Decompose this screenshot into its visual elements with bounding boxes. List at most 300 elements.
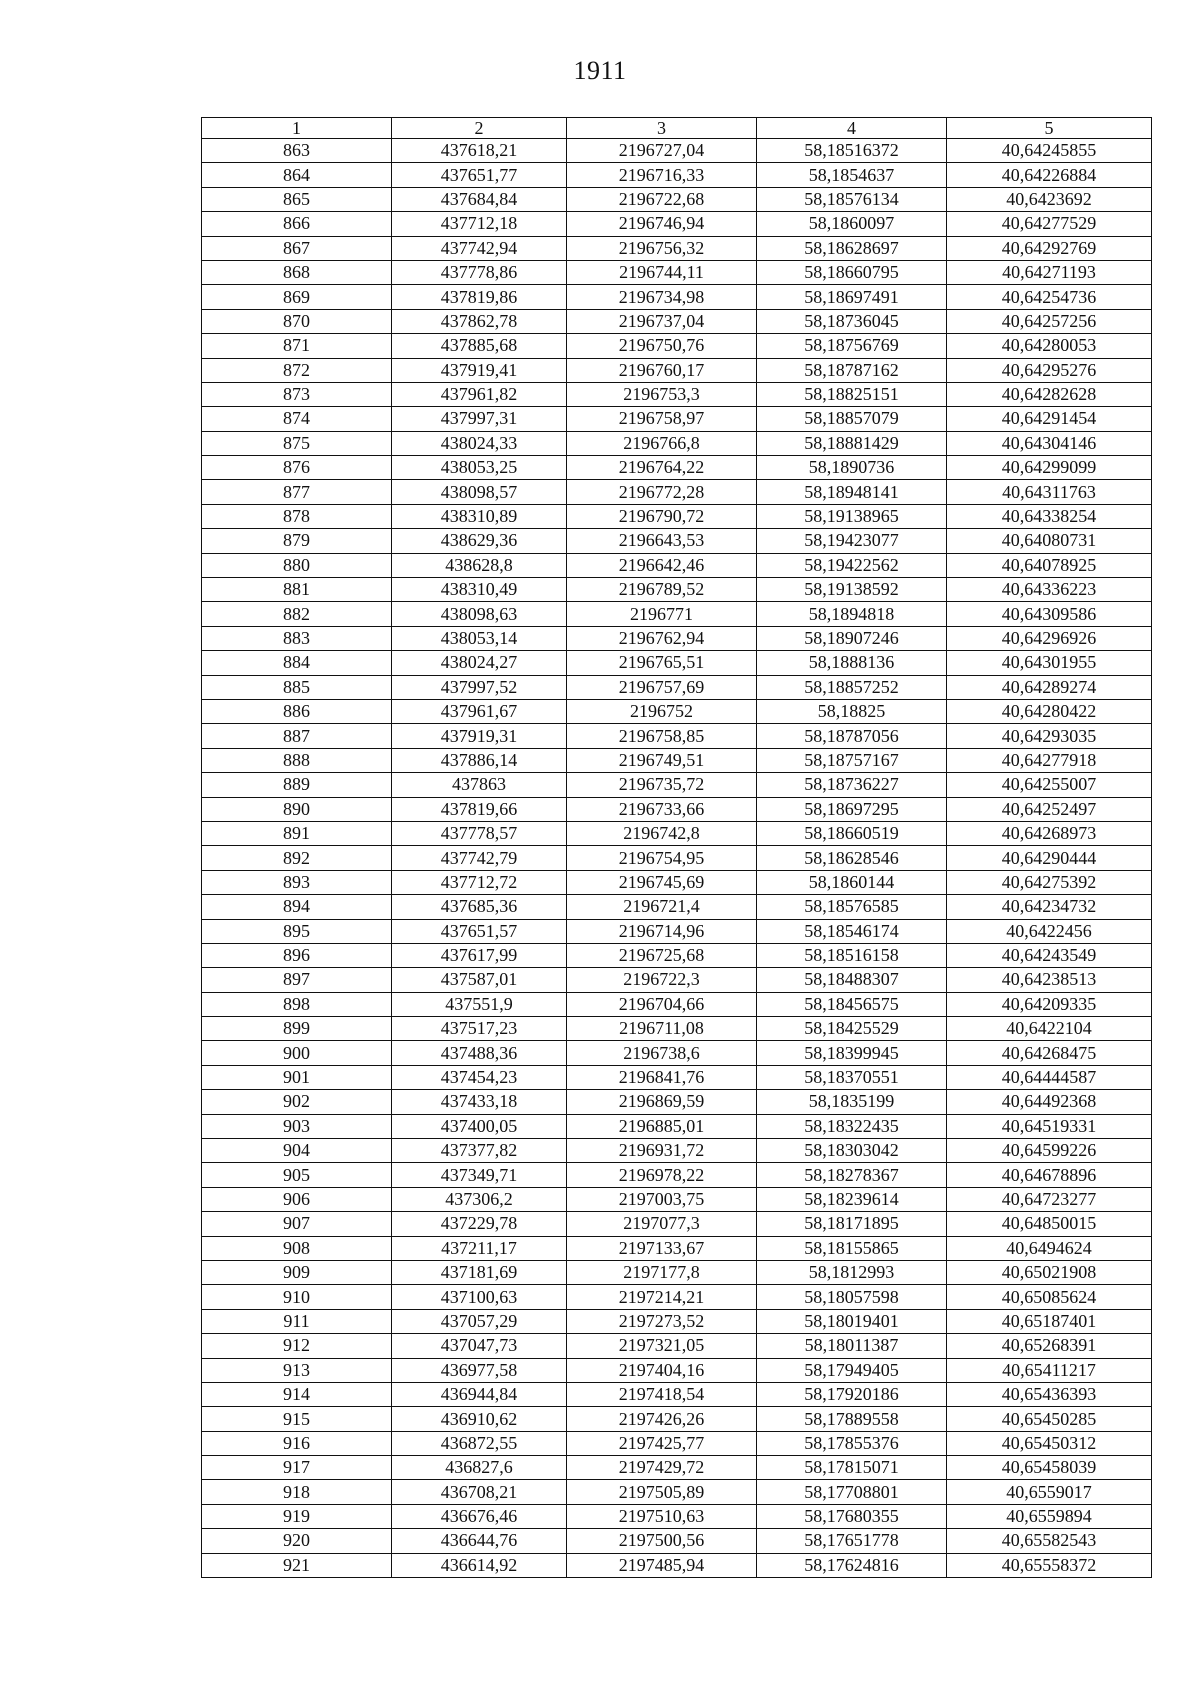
- table-body: [202, 139, 1152, 1578]
- table-cell-col-4: 58,17651778: [757, 1529, 947, 1553]
- table-cell-col-3: 2196754,95: [567, 846, 757, 870]
- table-cell-col-2: 437488,36: [392, 1041, 567, 1065]
- table-row: [202, 1187, 1152, 1211]
- table-cell-col-5: 40,64336223: [947, 578, 1152, 602]
- table-cell-col-2: 437349,71: [392, 1163, 567, 1187]
- table-cell-col-4: 58,19138592: [757, 578, 947, 602]
- table-cell-col-3: 2197485,94: [567, 1553, 757, 1577]
- table-cell-col-2: 437919,41: [392, 358, 567, 382]
- table-cell-col-4: 58,18907246: [757, 626, 947, 650]
- table-cell-col-2: 437961,82: [392, 382, 567, 406]
- table-cell-col-1: 871: [202, 334, 392, 358]
- table-cell-col-4: 58,18576585: [757, 895, 947, 919]
- table-row: [202, 456, 1152, 480]
- table-cell-col-2: 437047,73: [392, 1334, 567, 1358]
- table-row: [202, 1236, 1152, 1260]
- table-cell-col-1: 897: [202, 968, 392, 992]
- table-cell-col-4: 58,1860144: [757, 870, 947, 894]
- table-cell-col-3: 2196746,94: [567, 212, 757, 236]
- table-cell-col-4: 58,18399945: [757, 1041, 947, 1065]
- header-row: [202, 118, 1152, 139]
- table-cell-col-2: 437377,82: [392, 1139, 567, 1163]
- table-cell-col-4: 58,18857079: [757, 407, 947, 431]
- table-row: [202, 1260, 1152, 1284]
- table-cell-col-4: 58,18756769: [757, 334, 947, 358]
- table-cell-col-4: 58,18697295: [757, 797, 947, 821]
- table-cell-col-3: 2196790,72: [567, 504, 757, 528]
- table-cell-col-5: 40,64275392: [947, 870, 1152, 894]
- table-cell-col-5: 40,64290444: [947, 846, 1152, 870]
- table-row: [202, 187, 1152, 211]
- table-cell-col-2: 438024,27: [392, 651, 567, 675]
- table-row: [202, 1017, 1152, 1041]
- table-row: [202, 1504, 1152, 1528]
- table-cell-col-5: 40,64080731: [947, 529, 1152, 553]
- table-cell-col-3: 2196758,97: [567, 407, 757, 431]
- table-cell-col-1: 886: [202, 699, 392, 723]
- table-cell-col-2: 437712,72: [392, 870, 567, 894]
- table-cell-col-1: 918: [202, 1480, 392, 1504]
- table-cell-col-2: 436977,58: [392, 1358, 567, 1382]
- table-cell-col-5: 40,65436393: [947, 1382, 1152, 1406]
- table-row: [202, 895, 1152, 919]
- table-cell-col-5: 40,64238513: [947, 968, 1152, 992]
- table-cell-col-5: 40,64277529: [947, 212, 1152, 236]
- table-cell-col-1: 870: [202, 309, 392, 333]
- table-cell-col-1: 867: [202, 236, 392, 260]
- table-cell-col-1: 872: [202, 358, 392, 382]
- table-cell-col-3: 2196750,76: [567, 334, 757, 358]
- table-row: [202, 919, 1152, 943]
- table-cell-col-1: 865: [202, 187, 392, 211]
- table-cell-col-5: 40,64338254: [947, 504, 1152, 528]
- table-cell-col-3: 2196931,72: [567, 1139, 757, 1163]
- table-cell-col-3: 2197418,54: [567, 1382, 757, 1406]
- table-cell-col-3: 2197133,67: [567, 1236, 757, 1260]
- table-row: [202, 407, 1152, 431]
- table-cell-col-4: 58,1854637: [757, 163, 947, 187]
- table-cell-col-3: 2197505,89: [567, 1480, 757, 1504]
- table-row: [202, 675, 1152, 699]
- table-cell-col-3: 2196762,94: [567, 626, 757, 650]
- table-cell-col-5: 40,64226884: [947, 163, 1152, 187]
- table-cell-col-3: 2196789,52: [567, 578, 757, 602]
- table-cell-col-3: 2197273,52: [567, 1309, 757, 1333]
- table-cell-col-4: 58,18576134: [757, 187, 947, 211]
- table-row: [202, 578, 1152, 602]
- table-cell-col-4: 58,17708801: [757, 1480, 947, 1504]
- table-cell-col-5: 40,64289274: [947, 675, 1152, 699]
- table-row: [202, 1553, 1152, 1577]
- table-row: [202, 1285, 1152, 1309]
- table-cell-col-4: 58,18057598: [757, 1285, 947, 1309]
- table-row: [202, 1139, 1152, 1163]
- table-cell-col-2: 437961,67: [392, 699, 567, 723]
- table-row: [202, 1090, 1152, 1114]
- table-cell-col-5: 40,64301955: [947, 651, 1152, 675]
- table-cell-col-2: 436644,76: [392, 1529, 567, 1553]
- table-cell-col-3: 2197429,72: [567, 1456, 757, 1480]
- table-cell-col-2: 437862,78: [392, 309, 567, 333]
- table-cell-col-2: 437057,29: [392, 1309, 567, 1333]
- table-cell-col-3: 2196745,69: [567, 870, 757, 894]
- table-row: [202, 1041, 1152, 1065]
- table-cell-col-2: 438628,8: [392, 553, 567, 577]
- table-cell-col-4: 58,1860097: [757, 212, 947, 236]
- table-cell-col-3: 2196733,66: [567, 797, 757, 821]
- table-cell-col-4: 58,18171895: [757, 1212, 947, 1236]
- table-cell-col-5: 40,64444587: [947, 1065, 1152, 1089]
- table-cell-col-2: 438310,49: [392, 578, 567, 602]
- table-cell-col-5: 40,64234732: [947, 895, 1152, 919]
- table-cell-col-5: 40,6422104: [947, 1017, 1152, 1041]
- table-cell-col-1: 888: [202, 748, 392, 772]
- table-cell-col-4: 58,19138965: [757, 504, 947, 528]
- table-cell-col-4: 58,18019401: [757, 1309, 947, 1333]
- table-cell-col-4: 58,18660795: [757, 260, 947, 284]
- table-row: [202, 358, 1152, 382]
- table-cell-col-3: 2196869,59: [567, 1090, 757, 1114]
- table-cell-col-2: 437885,68: [392, 334, 567, 358]
- table-cell-col-3: 2196771: [567, 602, 757, 626]
- table-cell-col-4: 58,17949405: [757, 1358, 947, 1382]
- table-cell-col-4: 58,1894818: [757, 602, 947, 626]
- table-cell-col-4: 58,19423077: [757, 529, 947, 553]
- table-cell-col-4: 58,18948141: [757, 480, 947, 504]
- table-cell-col-1: 875: [202, 431, 392, 455]
- table-cell-col-5: 40,64268973: [947, 821, 1152, 845]
- table-cell-col-4: 58,17889558: [757, 1407, 947, 1431]
- table-cell-col-2: 437517,23: [392, 1017, 567, 1041]
- column-header-2: 2: [392, 118, 567, 139]
- table-cell-col-5: 40,64293035: [947, 724, 1152, 748]
- table-cell-col-3: 2196749,51: [567, 748, 757, 772]
- table-row: [202, 846, 1152, 870]
- table-cell-col-3: 2197214,21: [567, 1285, 757, 1309]
- table-cell-col-2: 437886,14: [392, 748, 567, 772]
- table-cell-col-2: 437712,18: [392, 212, 567, 236]
- table-cell-col-3: 2196766,8: [567, 431, 757, 455]
- table-cell-col-4: 58,18787056: [757, 724, 947, 748]
- table-cell-col-3: 2196721,4: [567, 895, 757, 919]
- table-row: [202, 480, 1152, 504]
- table-cell-col-1: 902: [202, 1090, 392, 1114]
- table-row: [202, 504, 1152, 528]
- table-cell-col-1: 874: [202, 407, 392, 431]
- table-row: [202, 626, 1152, 650]
- table-cell-col-1: 883: [202, 626, 392, 650]
- table-cell-col-2: 437919,31: [392, 724, 567, 748]
- table-row: [202, 724, 1152, 748]
- table-cell-col-2: 438098,63: [392, 602, 567, 626]
- table-row: [202, 309, 1152, 333]
- table-cell-col-3: 2196772,28: [567, 480, 757, 504]
- table-cell-col-4: 58,1888136: [757, 651, 947, 675]
- table-row: [202, 748, 1152, 772]
- table-cell-col-5: 40,64268475: [947, 1041, 1152, 1065]
- table-cell-col-2: 436708,21: [392, 1480, 567, 1504]
- table-cell-col-1: 896: [202, 943, 392, 967]
- table-cell-col-3: 2196727,04: [567, 139, 757, 163]
- table-cell-col-5: 40,64292769: [947, 236, 1152, 260]
- table-cell-col-1: 864: [202, 163, 392, 187]
- table-cell-col-3: 2196765,51: [567, 651, 757, 675]
- table-cell-col-2: 437551,9: [392, 992, 567, 1016]
- table-cell-col-1: 863: [202, 139, 392, 163]
- table-cell-col-4: 58,18370551: [757, 1065, 947, 1089]
- table-row: [202, 163, 1152, 187]
- table-cell-col-5: 40,64280422: [947, 699, 1152, 723]
- table-cell-col-1: 914: [202, 1382, 392, 1406]
- table-cell-col-4: 58,18736045: [757, 309, 947, 333]
- table-cell-col-4: 58,18628546: [757, 846, 947, 870]
- table-cell-col-5: 40,64295276: [947, 358, 1152, 382]
- table-cell-col-5: 40,65187401: [947, 1309, 1152, 1333]
- table-cell-col-2: 437684,84: [392, 187, 567, 211]
- table-cell-col-5: 40,64243549: [947, 943, 1152, 967]
- table-cell-col-3: 2196642,46: [567, 553, 757, 577]
- table-cell-col-2: 438629,36: [392, 529, 567, 553]
- table-cell-col-3: 2196758,85: [567, 724, 757, 748]
- table-cell-col-5: 40,6423692: [947, 187, 1152, 211]
- table-cell-col-2: 437742,79: [392, 846, 567, 870]
- table-cell-col-5: 40,64723277: [947, 1187, 1152, 1211]
- table-cell-col-1: 900: [202, 1041, 392, 1065]
- table-cell-col-2: 437651,57: [392, 919, 567, 943]
- table-cell-col-3: 2196737,04: [567, 309, 757, 333]
- table-cell-col-2: 437454,23: [392, 1065, 567, 1089]
- table-cell-col-2: 437433,18: [392, 1090, 567, 1114]
- table-cell-col-2: 437306,2: [392, 1187, 567, 1211]
- table-cell-col-1: 913: [202, 1358, 392, 1382]
- table-cell-col-5: 40,64850015: [947, 1212, 1152, 1236]
- table-cell-col-4: 58,18155865: [757, 1236, 947, 1260]
- table-cell-col-4: 58,18757167: [757, 748, 947, 772]
- table-cell-col-3: 2196760,17: [567, 358, 757, 382]
- table-row: [202, 1382, 1152, 1406]
- table-cell-col-3: 2196757,69: [567, 675, 757, 699]
- table-cell-col-4: 58,18322435: [757, 1114, 947, 1138]
- table-cell-col-4: 58,18697491: [757, 285, 947, 309]
- table-cell-col-1: 898: [202, 992, 392, 1016]
- table-cell-col-2: 436827,6: [392, 1456, 567, 1480]
- table-cell-col-3: 2196885,01: [567, 1114, 757, 1138]
- table-cell-col-1: 873: [202, 382, 392, 406]
- table-cell-col-2: 437778,57: [392, 821, 567, 845]
- table-cell-col-1: 899: [202, 1017, 392, 1041]
- table-cell-col-5: 40,64599226: [947, 1139, 1152, 1163]
- table-cell-col-1: 904: [202, 1139, 392, 1163]
- column-header-3: 3: [567, 118, 757, 139]
- table-cell-col-1: 881: [202, 578, 392, 602]
- table-row: [202, 651, 1152, 675]
- table-row: [202, 1065, 1152, 1089]
- table-cell-col-4: 58,18278367: [757, 1163, 947, 1187]
- table-cell-col-4: 58,18825151: [757, 382, 947, 406]
- table-cell-col-1: 901: [202, 1065, 392, 1089]
- table-cell-col-4: 58,18011387: [757, 1334, 947, 1358]
- table-cell-col-5: 40,64252497: [947, 797, 1152, 821]
- table-cell-col-1: 916: [202, 1431, 392, 1455]
- table-cell-col-4: 58,17815071: [757, 1456, 947, 1480]
- table-cell-col-1: 878: [202, 504, 392, 528]
- table-cell-col-3: 2196978,22: [567, 1163, 757, 1187]
- table-row: [202, 968, 1152, 992]
- table-row: [202, 285, 1152, 309]
- table-cell-col-3: 2196722,68: [567, 187, 757, 211]
- table-row: [202, 1407, 1152, 1431]
- table-cell-col-1: 906: [202, 1187, 392, 1211]
- table-cell-col-1: 879: [202, 529, 392, 553]
- table-cell-col-1: 920: [202, 1529, 392, 1553]
- table-row: [202, 212, 1152, 236]
- table-cell-col-4: 58,18546174: [757, 919, 947, 943]
- column-header-4: 4: [757, 118, 947, 139]
- table-row: [202, 1114, 1152, 1138]
- table-cell-col-1: 869: [202, 285, 392, 309]
- table-cell-col-5: 40,64678896: [947, 1163, 1152, 1187]
- table-cell-col-3: 2196716,33: [567, 163, 757, 187]
- table-cell-col-4: 58,17855376: [757, 1431, 947, 1455]
- table-cell-col-3: 2197077,3: [567, 1212, 757, 1236]
- table-cell-col-3: 2196753,3: [567, 382, 757, 406]
- table-cell-col-3: 2196735,72: [567, 773, 757, 797]
- table-row: [202, 699, 1152, 723]
- table-cell-col-4: 58,18628697: [757, 236, 947, 260]
- table-row: [202, 260, 1152, 284]
- table-cell-col-4: 58,18660519: [757, 821, 947, 845]
- table-cell-col-2: 436910,62: [392, 1407, 567, 1431]
- table-cell-col-3: 2196738,6: [567, 1041, 757, 1065]
- table-row: [202, 1309, 1152, 1333]
- table-cell-col-2: 438053,14: [392, 626, 567, 650]
- table-cell-col-5: 40,65411217: [947, 1358, 1152, 1382]
- table-cell-col-5: 40,64296926: [947, 626, 1152, 650]
- table-cell-col-2: 437742,94: [392, 236, 567, 260]
- table-cell-col-1: 903: [202, 1114, 392, 1138]
- table-cell-col-1: 919: [202, 1504, 392, 1528]
- table-cell-col-5: 40,64311763: [947, 480, 1152, 504]
- table-cell-col-5: 40,64277918: [947, 748, 1152, 772]
- table-cell-col-3: 2196711,08: [567, 1017, 757, 1041]
- table-cell-col-1: 910: [202, 1285, 392, 1309]
- table-cell-col-3: 2197500,56: [567, 1529, 757, 1553]
- table-cell-col-1: 891: [202, 821, 392, 845]
- table-cell-col-1: 866: [202, 212, 392, 236]
- table-cell-col-5: 40,65021908: [947, 1260, 1152, 1284]
- table-cell-col-5: 40,64209335: [947, 992, 1152, 1016]
- column-header-1: 1: [202, 118, 392, 139]
- table-cell-col-3: 2197404,16: [567, 1358, 757, 1382]
- table-row: [202, 382, 1152, 406]
- table-cell-col-5: 40,64245855: [947, 139, 1152, 163]
- table-row: [202, 553, 1152, 577]
- table-row: [202, 1212, 1152, 1236]
- table-cell-col-1: 893: [202, 870, 392, 894]
- table-cell-col-2: 437997,52: [392, 675, 567, 699]
- table-cell-col-3: 2197510,63: [567, 1504, 757, 1528]
- table-cell-col-4: 58,18303042: [757, 1139, 947, 1163]
- table-cell-col-3: 2197426,26: [567, 1407, 757, 1431]
- table-cell-col-1: 884: [202, 651, 392, 675]
- table-cell-col-5: 40,64078925: [947, 553, 1152, 577]
- table-cell-col-5: 40,65582543: [947, 1529, 1152, 1553]
- table-row: [202, 1163, 1152, 1187]
- table-row: [202, 870, 1152, 894]
- table-cell-col-1: 889: [202, 773, 392, 797]
- table-cell-col-2: 438053,25: [392, 456, 567, 480]
- table-cell-col-4: 58,18516158: [757, 943, 947, 967]
- table-row: [202, 431, 1152, 455]
- table-cell-col-1: 877: [202, 480, 392, 504]
- page-number: 1911: [573, 56, 627, 85]
- table-cell-col-2: 436944,84: [392, 1382, 567, 1406]
- table-row: [202, 773, 1152, 797]
- table-cell-col-4: 58,17624816: [757, 1553, 947, 1577]
- table-cell-col-4: 58,19422562: [757, 553, 947, 577]
- table-cell-col-1: 895: [202, 919, 392, 943]
- table-cell-col-5: 40,64254736: [947, 285, 1152, 309]
- table-cell-col-5: 40,64257256: [947, 309, 1152, 333]
- table-cell-col-5: 40,6422456: [947, 919, 1152, 943]
- table-cell-col-2: 437651,77: [392, 163, 567, 187]
- table-cell-col-4: 58,1890736: [757, 456, 947, 480]
- column-header-5: 5: [947, 118, 1152, 139]
- table-cell-col-2: 437100,63: [392, 1285, 567, 1309]
- table-row: [202, 797, 1152, 821]
- table-cell-col-5: 40,64271193: [947, 260, 1152, 284]
- table-cell-col-1: 882: [202, 602, 392, 626]
- table-cell-col-2: 437997,31: [392, 407, 567, 431]
- table-cell-col-3: 2196764,22: [567, 456, 757, 480]
- table-cell-col-5: 40,65450312: [947, 1431, 1152, 1455]
- table-cell-col-2: 437819,86: [392, 285, 567, 309]
- table-cell-col-1: 890: [202, 797, 392, 821]
- table-cell-col-2: 437400,05: [392, 1114, 567, 1138]
- table-cell-col-2: 436614,92: [392, 1553, 567, 1577]
- table-cell-col-1: 917: [202, 1456, 392, 1480]
- table-cell-col-1: 894: [202, 895, 392, 919]
- table-cell-col-5: 40,64299099: [947, 456, 1152, 480]
- table-cell-col-3: 2197003,75: [567, 1187, 757, 1211]
- table-cell-col-4: 58,18825: [757, 699, 947, 723]
- table-row: [202, 821, 1152, 845]
- table-cell-col-3: 2196841,76: [567, 1065, 757, 1089]
- table-cell-col-2: 437587,01: [392, 968, 567, 992]
- table-cell-col-2: 437819,66: [392, 797, 567, 821]
- table-cell-col-2: 437685,36: [392, 895, 567, 919]
- table-cell-col-2: 438310,89: [392, 504, 567, 528]
- table-cell-col-5: 40,65458039: [947, 1456, 1152, 1480]
- table-cell-col-1: 909: [202, 1260, 392, 1284]
- table-cell-col-1: 905: [202, 1163, 392, 1187]
- table-cell-col-4: 58,18881429: [757, 431, 947, 455]
- table-cell-col-5: 40,64280053: [947, 334, 1152, 358]
- table-cell-col-1: 911: [202, 1309, 392, 1333]
- table-cell-col-4: 58,1835199: [757, 1090, 947, 1114]
- table-cell-col-5: 40,64291454: [947, 407, 1152, 431]
- table-row: [202, 139, 1152, 163]
- table-cell-col-2: 437181,69: [392, 1260, 567, 1284]
- table-cell-col-5: 40,65558372: [947, 1553, 1152, 1577]
- table-cell-col-1: 876: [202, 456, 392, 480]
- table-cell-col-3: 2197425,77: [567, 1431, 757, 1455]
- table-cell-col-5: 40,64492368: [947, 1090, 1152, 1114]
- table-row: [202, 1431, 1152, 1455]
- table-cell-col-2: 436676,46: [392, 1504, 567, 1528]
- table-row: [202, 602, 1152, 626]
- table-cell-col-3: 2197321,05: [567, 1334, 757, 1358]
